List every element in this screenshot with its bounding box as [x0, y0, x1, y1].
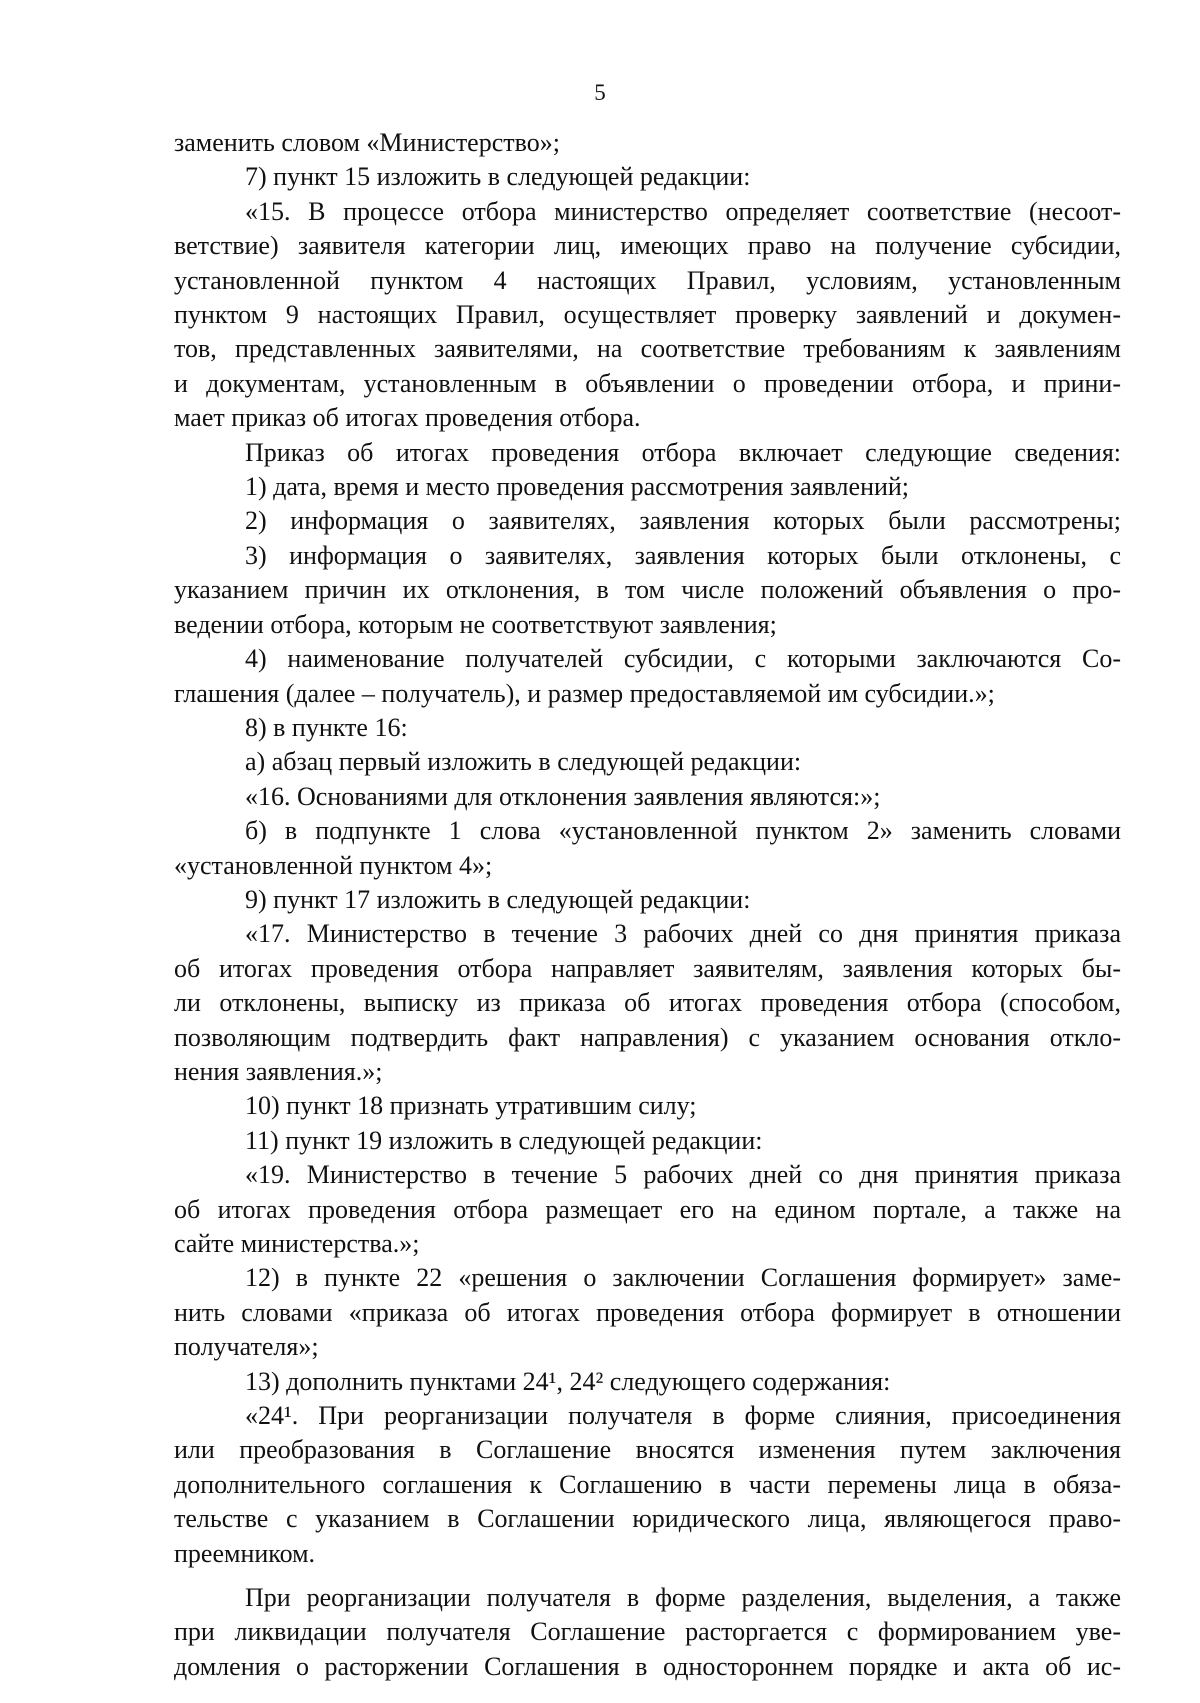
- text-line: мает приказ об итогах проведения отбора.: [174, 403, 641, 433]
- text-line: «15. В процессе отбора министерство определяет соответствие (несоот-: [245, 196, 1121, 226]
- text-line: 4) наименование получателей субсидии, с которыми заключаются Со-: [245, 644, 1121, 674]
- text-line: заменить словом «Министерство»;: [174, 128, 560, 157]
- text-line: 1) дата, время и место проведения рассмотрения заявлений;: [245, 472, 910, 502]
- text-line: 2) информация о заявителях, заявления которых были рассмотрены;: [245, 506, 1121, 536]
- text-line: «установленной пунктом 4»;: [174, 850, 493, 880]
- text-line: 11) пункт 19 изложить в следующей редакции:: [245, 1125, 763, 1155]
- text-line: тов, представленных заявителями, на соответствие требованиям к заявлениям: [174, 334, 1121, 364]
- text-line: нения заявления.»;: [174, 1056, 383, 1086]
- text-line: 10) пункт 18 признать утратившим силу;: [245, 1091, 697, 1121]
- text-line: позволяющим подтвердить факт направления) с указанием основания откло-: [174, 1022, 1121, 1052]
- text-line: получателя»;: [174, 1332, 319, 1362]
- text-line: при ликвидации получателя Соглашение расторгается с формированием уве-: [174, 1617, 1121, 1647]
- text-line: ведении отбора, которым не соответствуют заявления;: [174, 609, 777, 639]
- text-line: 3) информация о заявителях, заявления которых были отклонены, с: [245, 540, 1121, 570]
- text-line: или преобразования в Соглашение вносятся изменения путем заключения: [174, 1435, 1121, 1465]
- text-line: а) абзац первый изложить в следующей редакции:: [245, 747, 802, 777]
- text-line: нить словами «приказа об итогах проведения отбора формирует в отношении: [174, 1297, 1121, 1327]
- text-line: 9) пункт 17 изложить в следующей редакции:: [245, 884, 751, 914]
- text-line: сайте министерства.»;: [174, 1229, 420, 1258]
- text-line: 8) в пункте 16:: [245, 712, 408, 742]
- text-line: установленной пунктом 4 настоящих Правил, условиям, установленным: [174, 265, 1121, 295]
- text-line: дополнительного соглашения к Соглашению в части перемены лица в обяза-: [174, 1469, 1121, 1499]
- text-line: указанием причин их отклонения, в том числе положений объявления о про-: [174, 575, 1121, 605]
- text-line: «24¹. При реорганизации получателя в форме слияния, присоединения: [245, 1401, 1121, 1431]
- text-line: тельстве с указанием в Соглашении юридического лица, являющегося право-: [174, 1504, 1121, 1534]
- text-line: «16. Основаниями для отклонения заявления являются:»;: [245, 781, 881, 811]
- text-line: домления о расторжении Соглашения в одностороннем порядке и акта об ис-: [174, 1651, 1121, 1681]
- text-line: При реорганизации получателя в форме разделения, выделения, а также: [245, 1583, 1121, 1613]
- text-line: пунктом 9 настоящих Правил, осуществляет проверку заявлений и докумен-: [174, 300, 1121, 330]
- text-line: «19. Министерство в течение 5 рабочих дней со дня принятия приказа: [245, 1160, 1121, 1190]
- document-text: [174, 126, 1121, 1684]
- text-line: «17. Министерство в течение 3 рабочих дней со дня принятия приказа: [245, 919, 1121, 949]
- text-line: и документам, установленным в объявлении о проведении отбора, и прини-: [174, 368, 1121, 398]
- text-line: Приказ об итогах проведения отбора включает следующие сведения:: [245, 437, 1121, 467]
- page-number: 5: [594, 80, 606, 105]
- text-line: 7) пункт 15 изложить в следующей редакции:: [245, 162, 751, 192]
- text-line: ли отклонены, выписку из приказа об итогах проведения отбора (способом,: [174, 988, 1121, 1018]
- text-line: 13) дополнить пунктами 24¹, 24² следующего содержания:: [245, 1366, 891, 1396]
- text-line: 12) в пункте 22 «решения о заключении Соглашения формирует» заме-: [245, 1263, 1121, 1293]
- text-line: глашения (далее – получатель), и размер предоставляемой им субсидии.»;: [174, 678, 995, 708]
- text-line: б) в подпункте 1 слова «установленной пунктом 2» заменить словами: [245, 816, 1121, 846]
- text-line: об итогах проведения отбора направляет заявителям, заявления которых бы-: [174, 953, 1121, 983]
- text-line: ветствие) заявителя категории лиц, имеющих право на получение субсидии,: [174, 231, 1121, 261]
- text-line: об итогах проведения отбора размещает его на едином портале, а также на: [174, 1194, 1121, 1224]
- text-line: преемником.: [174, 1538, 316, 1568]
